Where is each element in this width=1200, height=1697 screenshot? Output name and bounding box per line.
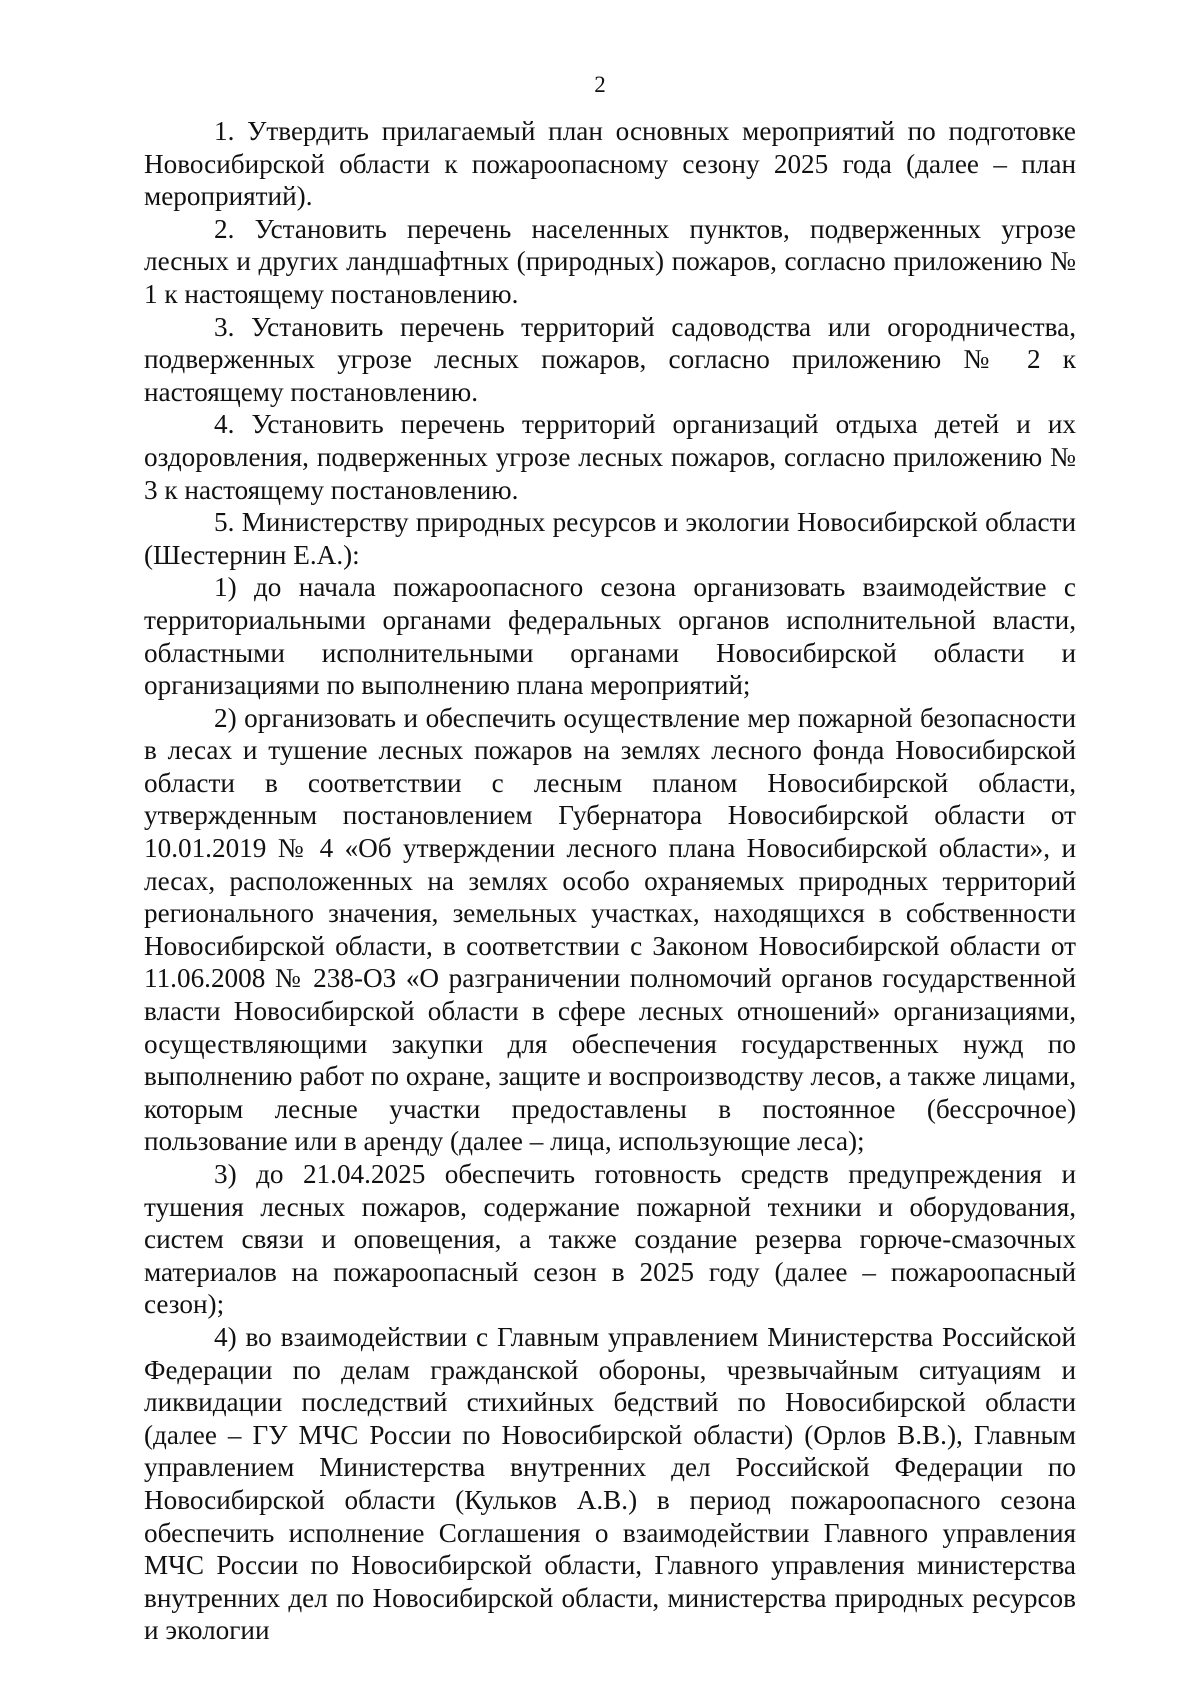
paragraph-1: 1. Утвердить прилагаемый план основных мероприятий по подготовке Новосибирской области к пожароопасному сезону 2025 года (далее – план мероприятий).	[144, 116, 1076, 212]
subparagraph-5-1: 1) до начала пожароопасного сезона организовать взаимодействие с территориальными органами федеральных органов исполнительной власти, областными исполнительными органами Новосибирской области и организациями по выполнению плана мероприятий;	[144, 572, 1076, 701]
document-body	[144, 115, 1076, 1647]
paragraph-5: 5. Министерству природных ресурсов и экологии Новосибирской области (Шестернин Е.А.):	[144, 507, 1076, 570]
subparagraph-5-3: 3) до 21.04.2025 обеспечить готовность средств предупреждения и тушения лесных пожаров, содержание пожарной техники и оборудования, систем связи и оповещения, а также создание резерва горюче-смазочных материалов на пожароопасный сезон в 2025 году (далее – пожароопасный сезон);	[144, 1159, 1076, 1320]
subparagraph-5-2: 2) организовать и обеспечить осуществление мер пожарной безопасности в лесах и тушение лесных пожаров на землях лесного фонда Новосибирской области в соответствии с лесным планом Новосибирской области, утвержденным постановлением Губернатора Новосибирской области от 10.01.2019 № 4 «Об утверждении лесного плана Новосибирской области», и лесах, расположенных на землях особо охраняемых природных территорий регионального значения, земельных участках, находящихся в собственности Новосибирской области, в соответствии с Законом Новосибирской области от 11.06.2008 № 238-ОЗ «О разграничении полномочий органов государственной власти Новосибирской области в сфере лесных отношений» организациями, осуществляющими закупки для обеспечения государственных нужд по выполнению работ по охране, защите и воспроизводству лесов, а также лицами, которым лесные участки предоставлены в постоянное (бессрочное) пользование или в аренду (далее – лица, использующие леса);	[144, 702, 1076, 1157]
paragraph-4: 4. Установить перечень территорий организаций отдыха детей и их оздоровления, подверженных угрозе лесных пожаров, согласно приложению № 3 к настоящему постановлению.	[144, 409, 1076, 505]
paragraph-2: 2. Установить перечень населенных пунктов, подверженных угрозе лесных и других ландшафтных (природных) пожаров, согласно приложению № 1 к настоящему постановлению.	[144, 213, 1076, 309]
subparagraph-5-4: 4) во взаимодействии с Главным управлением Министерства Российской Федерации по делам гражданской обороны, чрезвычайным ситуациям и ликвидации последствий стихийных бедствий по Новосибирской области (далее – ГУ МЧС России по Новосибирской области) (Орлов В.В.), Главным управлением Министерства внутренних дел Российской Федерации по Новосибирской области (Кульков А.В.) в период пожароопасного сезона обеспечить исполнение Соглашения о взаимодействии Главного управления МЧС России по Новосибирской области, Главного управления министерства внутренних дел по Новосибирской области, министерства природных ресурсов и экологии	[144, 1321, 1076, 1646]
page-number: 2	[594, 72, 606, 97]
paragraph-3: 3. Установить перечень территорий садоводства или огородничества, подверженных угрозе лесных пожаров, согласно приложению № 2 к настоящему постановлению.	[144, 311, 1076, 407]
